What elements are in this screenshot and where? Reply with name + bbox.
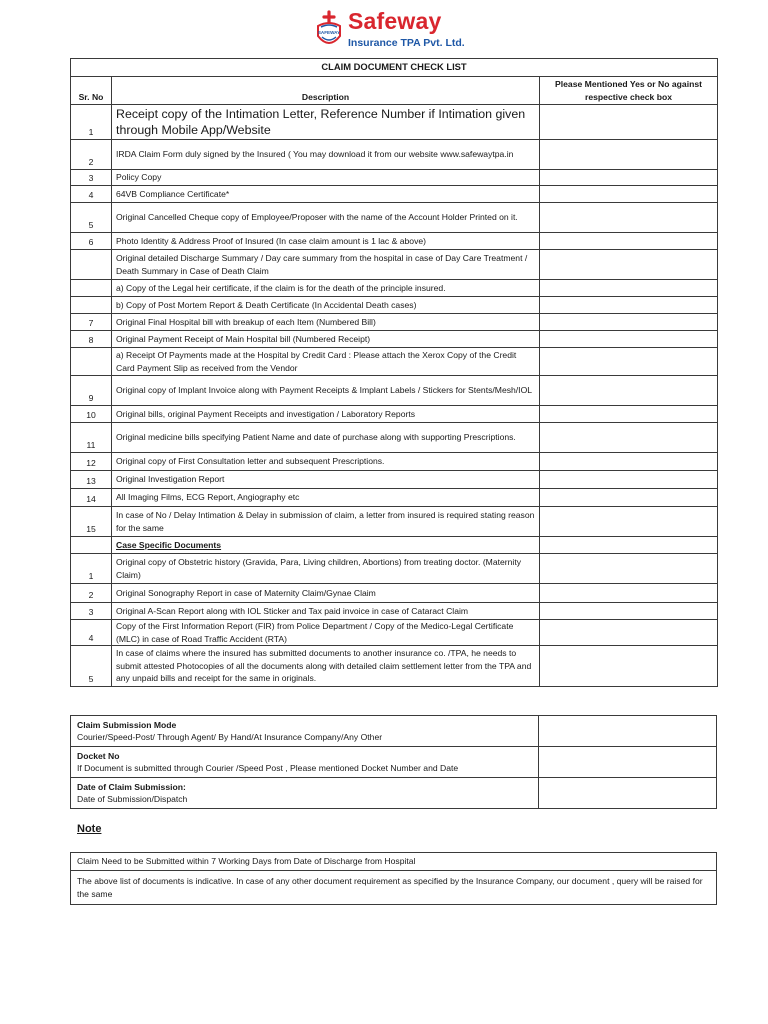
note-row bbox=[71, 871, 717, 905]
row-description: Original Payment Receipt of Main Hospital bill (Numbered Receipt) bbox=[112, 331, 540, 348]
submission-entry-cell[interactable] bbox=[539, 778, 717, 809]
yes-no-check-cell[interactable] bbox=[540, 105, 718, 140]
yes-no-check-cell[interactable] bbox=[540, 140, 718, 170]
row-sr-no: 3 bbox=[71, 603, 112, 620]
yes-no-check-cell[interactable] bbox=[540, 186, 718, 203]
row-description: Original Cancelled Cheque copy of Employee/Proposer with the name of the Account Holder Printed on it. bbox=[112, 203, 540, 233]
logo-subtitle: Insurance TPA Pvt. Ltd. bbox=[348, 37, 465, 49]
row-sr-no: 5 bbox=[71, 646, 112, 687]
section-heading-case-specific: Case Specific Documents bbox=[112, 537, 540, 554]
row-description: Original Final Hospital bill with breakup of each Item (Numbered Bill) bbox=[112, 314, 540, 331]
submission-hint: Date of Submission/Dispatch bbox=[77, 794, 188, 804]
yes-no-check-cell[interactable] bbox=[540, 646, 718, 687]
notes-table bbox=[70, 852, 717, 905]
row-description: Copy of the First Information Report (FIR) from Police Department / Copy of the Medico-Legal Certificate (MLC) in case of Road Traffic Accident (RTA) bbox=[112, 620, 540, 646]
safeway-logo-icon bbox=[314, 10, 344, 50]
yes-no-check-cell[interactable] bbox=[540, 203, 718, 233]
submission-row bbox=[71, 716, 717, 747]
checklist-row bbox=[71, 584, 718, 603]
yes-no-check-cell[interactable] bbox=[540, 170, 718, 186]
yes-no-check-cell[interactable] bbox=[540, 603, 718, 620]
note-heading: Note bbox=[77, 823, 102, 835]
checklist-title: CLAIM DOCUMENT CHECK LIST bbox=[71, 59, 718, 77]
row-sr-no: 2 bbox=[71, 140, 112, 170]
checklist-row bbox=[71, 140, 718, 170]
row-sr-no: 12 bbox=[71, 453, 112, 471]
yes-no-check-cell[interactable] bbox=[540, 620, 718, 646]
row-description: Original Investigation Report bbox=[112, 471, 540, 489]
row-description: In case of No / Delay Intimation & Delay in submission of claim, a letter from insured is required stating reason for the same bbox=[112, 507, 540, 537]
yes-no-check-cell[interactable] bbox=[540, 406, 718, 423]
company-logo bbox=[314, 10, 464, 54]
checklist-row bbox=[71, 280, 718, 297]
row-description: Original medicine bills specifying Patient Name and date of purchase along with supporting Prescriptions. bbox=[112, 423, 540, 453]
row-sr-no bbox=[71, 250, 112, 280]
checklist-row bbox=[71, 297, 718, 314]
yes-no-check-cell[interactable] bbox=[540, 584, 718, 603]
checklist-row bbox=[71, 348, 718, 376]
yes-no-check-cell[interactable] bbox=[540, 489, 718, 507]
submission-entry-cell[interactable] bbox=[539, 747, 717, 778]
yes-no-check-cell[interactable] bbox=[540, 348, 718, 376]
checklist-row bbox=[71, 620, 718, 646]
yes-no-check-cell[interactable] bbox=[540, 507, 718, 537]
submission-field bbox=[71, 747, 539, 778]
yes-no-check-cell[interactable] bbox=[540, 453, 718, 471]
row-sr-no: 13 bbox=[71, 471, 112, 489]
row-description: Original Sonography Report in case of Maternity Claim/Gynae Claim bbox=[112, 584, 540, 603]
submission-label: Claim Submission Mode bbox=[77, 719, 177, 730]
row-description: Original copy of First Consultation letter and subsequent Prescriptions. bbox=[112, 453, 540, 471]
row-description: Original bills, original Payment Receipts and investigation / Laboratory Reports bbox=[112, 406, 540, 423]
checklist-row bbox=[71, 186, 718, 203]
checklist-header-row bbox=[71, 77, 718, 105]
yes-no-check-cell[interactable] bbox=[540, 537, 718, 554]
submission-entry-cell[interactable] bbox=[539, 716, 717, 747]
checklist-row bbox=[71, 646, 718, 687]
note-text: The above list of documents is indicative. In case of any other document requirement as specified by the Insurance Company, our document , query will be raised for the same bbox=[71, 871, 717, 905]
row-description: 64VB Compliance Certificate* bbox=[112, 186, 540, 203]
checklist-row bbox=[71, 170, 718, 186]
row-description: Original copy of Implant Invoice along with Payment Receipts & Implant Labels / Stickers for Stents/Mesh/IOL bbox=[112, 376, 540, 406]
row-sr-no bbox=[71, 537, 112, 554]
submission-details-table bbox=[70, 715, 717, 809]
yes-no-check-cell[interactable] bbox=[540, 297, 718, 314]
yes-no-check-cell[interactable] bbox=[540, 250, 718, 280]
yes-no-check-cell[interactable] bbox=[540, 280, 718, 297]
checklist-row bbox=[71, 233, 718, 250]
submission-row bbox=[71, 778, 717, 809]
checklist-row bbox=[71, 554, 718, 584]
logo-name: Safeway bbox=[348, 8, 442, 34]
checklist-row bbox=[71, 105, 718, 140]
header-yes-no: Please Mentioned Yes or No against respective check box bbox=[540, 77, 718, 105]
checklist-row bbox=[71, 376, 718, 406]
header-description: Description bbox=[112, 77, 540, 105]
checklist-row bbox=[71, 314, 718, 331]
logo-badge-text: SAFEWAY bbox=[317, 30, 341, 35]
row-sr-no: 10 bbox=[71, 406, 112, 423]
row-description: Receipt copy of the Intimation Letter, Reference Number if Intimation given through Mobile App/Website bbox=[112, 105, 540, 140]
yes-no-check-cell[interactable] bbox=[540, 423, 718, 453]
checklist-row bbox=[71, 603, 718, 620]
checklist-title-row bbox=[71, 59, 718, 77]
submission-label: Docket No bbox=[77, 750, 120, 761]
yes-no-check-cell[interactable] bbox=[540, 314, 718, 331]
row-sr-no: 11 bbox=[71, 423, 112, 453]
row-description: Policy Copy bbox=[112, 170, 540, 186]
row-description: Photo Identity & Address Proof of Insured (In case claim amount is 1 lac & above) bbox=[112, 233, 540, 250]
claim-checklist-table bbox=[70, 58, 718, 687]
checklist-row bbox=[71, 331, 718, 348]
row-sr-no: 2 bbox=[71, 584, 112, 603]
row-sr-no: 15 bbox=[71, 507, 112, 537]
row-sr-no: 3 bbox=[71, 170, 112, 186]
row-sr-no: 9 bbox=[71, 376, 112, 406]
row-sr-no: 5 bbox=[71, 203, 112, 233]
row-description: IRDA Claim Form duly signed by the Insured ( You may download it from our website www.safewaytpa.in bbox=[112, 140, 540, 170]
submission-row bbox=[71, 747, 717, 778]
yes-no-check-cell[interactable] bbox=[540, 233, 718, 250]
submission-hint: Courier/Speed-Post/ Through Agent/ By Hand/At Insurance Company/Any Other bbox=[77, 732, 383, 742]
checklist-row bbox=[71, 471, 718, 489]
checklist-row bbox=[71, 507, 718, 537]
checklist-row bbox=[71, 250, 718, 280]
yes-no-check-cell[interactable] bbox=[540, 376, 718, 406]
row-sr-no: 1 bbox=[71, 554, 112, 584]
yes-no-check-cell[interactable] bbox=[540, 471, 718, 489]
note-text: Claim Need to be Submitted within 7 Working Days from Date of Discharge from Hospital bbox=[71, 853, 717, 871]
row-sr-no: 4 bbox=[71, 186, 112, 203]
checklist-row bbox=[71, 203, 718, 233]
header-sr-no: Sr. No bbox=[71, 77, 112, 105]
row-sr-no: 6 bbox=[71, 233, 112, 250]
submission-label: Date of Claim Submission: bbox=[77, 781, 186, 792]
row-description: Original detailed Discharge Summary / Day care summary from the hospital in case of Day Care Treatment / Death Summary in Case of Death Claim bbox=[112, 250, 540, 280]
row-description: a) Receipt Of Payments made at the Hospital by Credit Card : Please attach the Xerox Copy of the Credit Card Payment Slip as received from the Vendor bbox=[112, 348, 540, 376]
checklist-row bbox=[71, 406, 718, 423]
submission-field bbox=[71, 778, 539, 809]
submission-field bbox=[71, 716, 539, 747]
note-row bbox=[71, 853, 717, 871]
row-sr-no bbox=[71, 297, 112, 314]
row-description: All Imaging Films, ECG Report, Angiography etc bbox=[112, 489, 540, 507]
row-sr-no bbox=[71, 280, 112, 297]
row-sr-no: 1 bbox=[71, 105, 112, 140]
checklist-row bbox=[71, 537, 718, 554]
row-sr-no: 14 bbox=[71, 489, 112, 507]
yes-no-check-cell[interactable] bbox=[540, 331, 718, 348]
row-sr-no: 7 bbox=[71, 314, 112, 331]
row-description: a) Copy of the Legal heir certificate, if the claim is for the death of the principle insured. bbox=[112, 280, 540, 297]
row-description: b) Copy of Post Mortem Report & Death Certificate (In Accidental Death cases) bbox=[112, 297, 540, 314]
row-sr-no: 8 bbox=[71, 331, 112, 348]
checklist-row bbox=[71, 489, 718, 507]
checklist-row bbox=[71, 453, 718, 471]
row-description: In case of claims where the insured has submitted documents to another insurance co. /TPA, he needs to submit attested Photocopies of all the documents along with detailed claim settlement letter from the TPA and any unpaid bills and receipt for the same in originals. bbox=[112, 646, 540, 687]
checklist-row bbox=[71, 423, 718, 453]
yes-no-check-cell[interactable] bbox=[540, 554, 718, 584]
row-sr-no bbox=[71, 348, 112, 376]
row-description: Original A-Scan Report along with IOL Sticker and Tax paid invoice in case of Cataract Claim bbox=[112, 603, 540, 620]
row-sr-no: 4 bbox=[71, 620, 112, 646]
row-description: Original copy of Obstetric history (Gravida, Para, Living children, Abortions) from treating doctor. (Maternity Claim) bbox=[112, 554, 540, 584]
submission-hint: If Document is submitted through Courier /Speed Post , Please mentioned Docket Number and Date bbox=[77, 763, 459, 773]
